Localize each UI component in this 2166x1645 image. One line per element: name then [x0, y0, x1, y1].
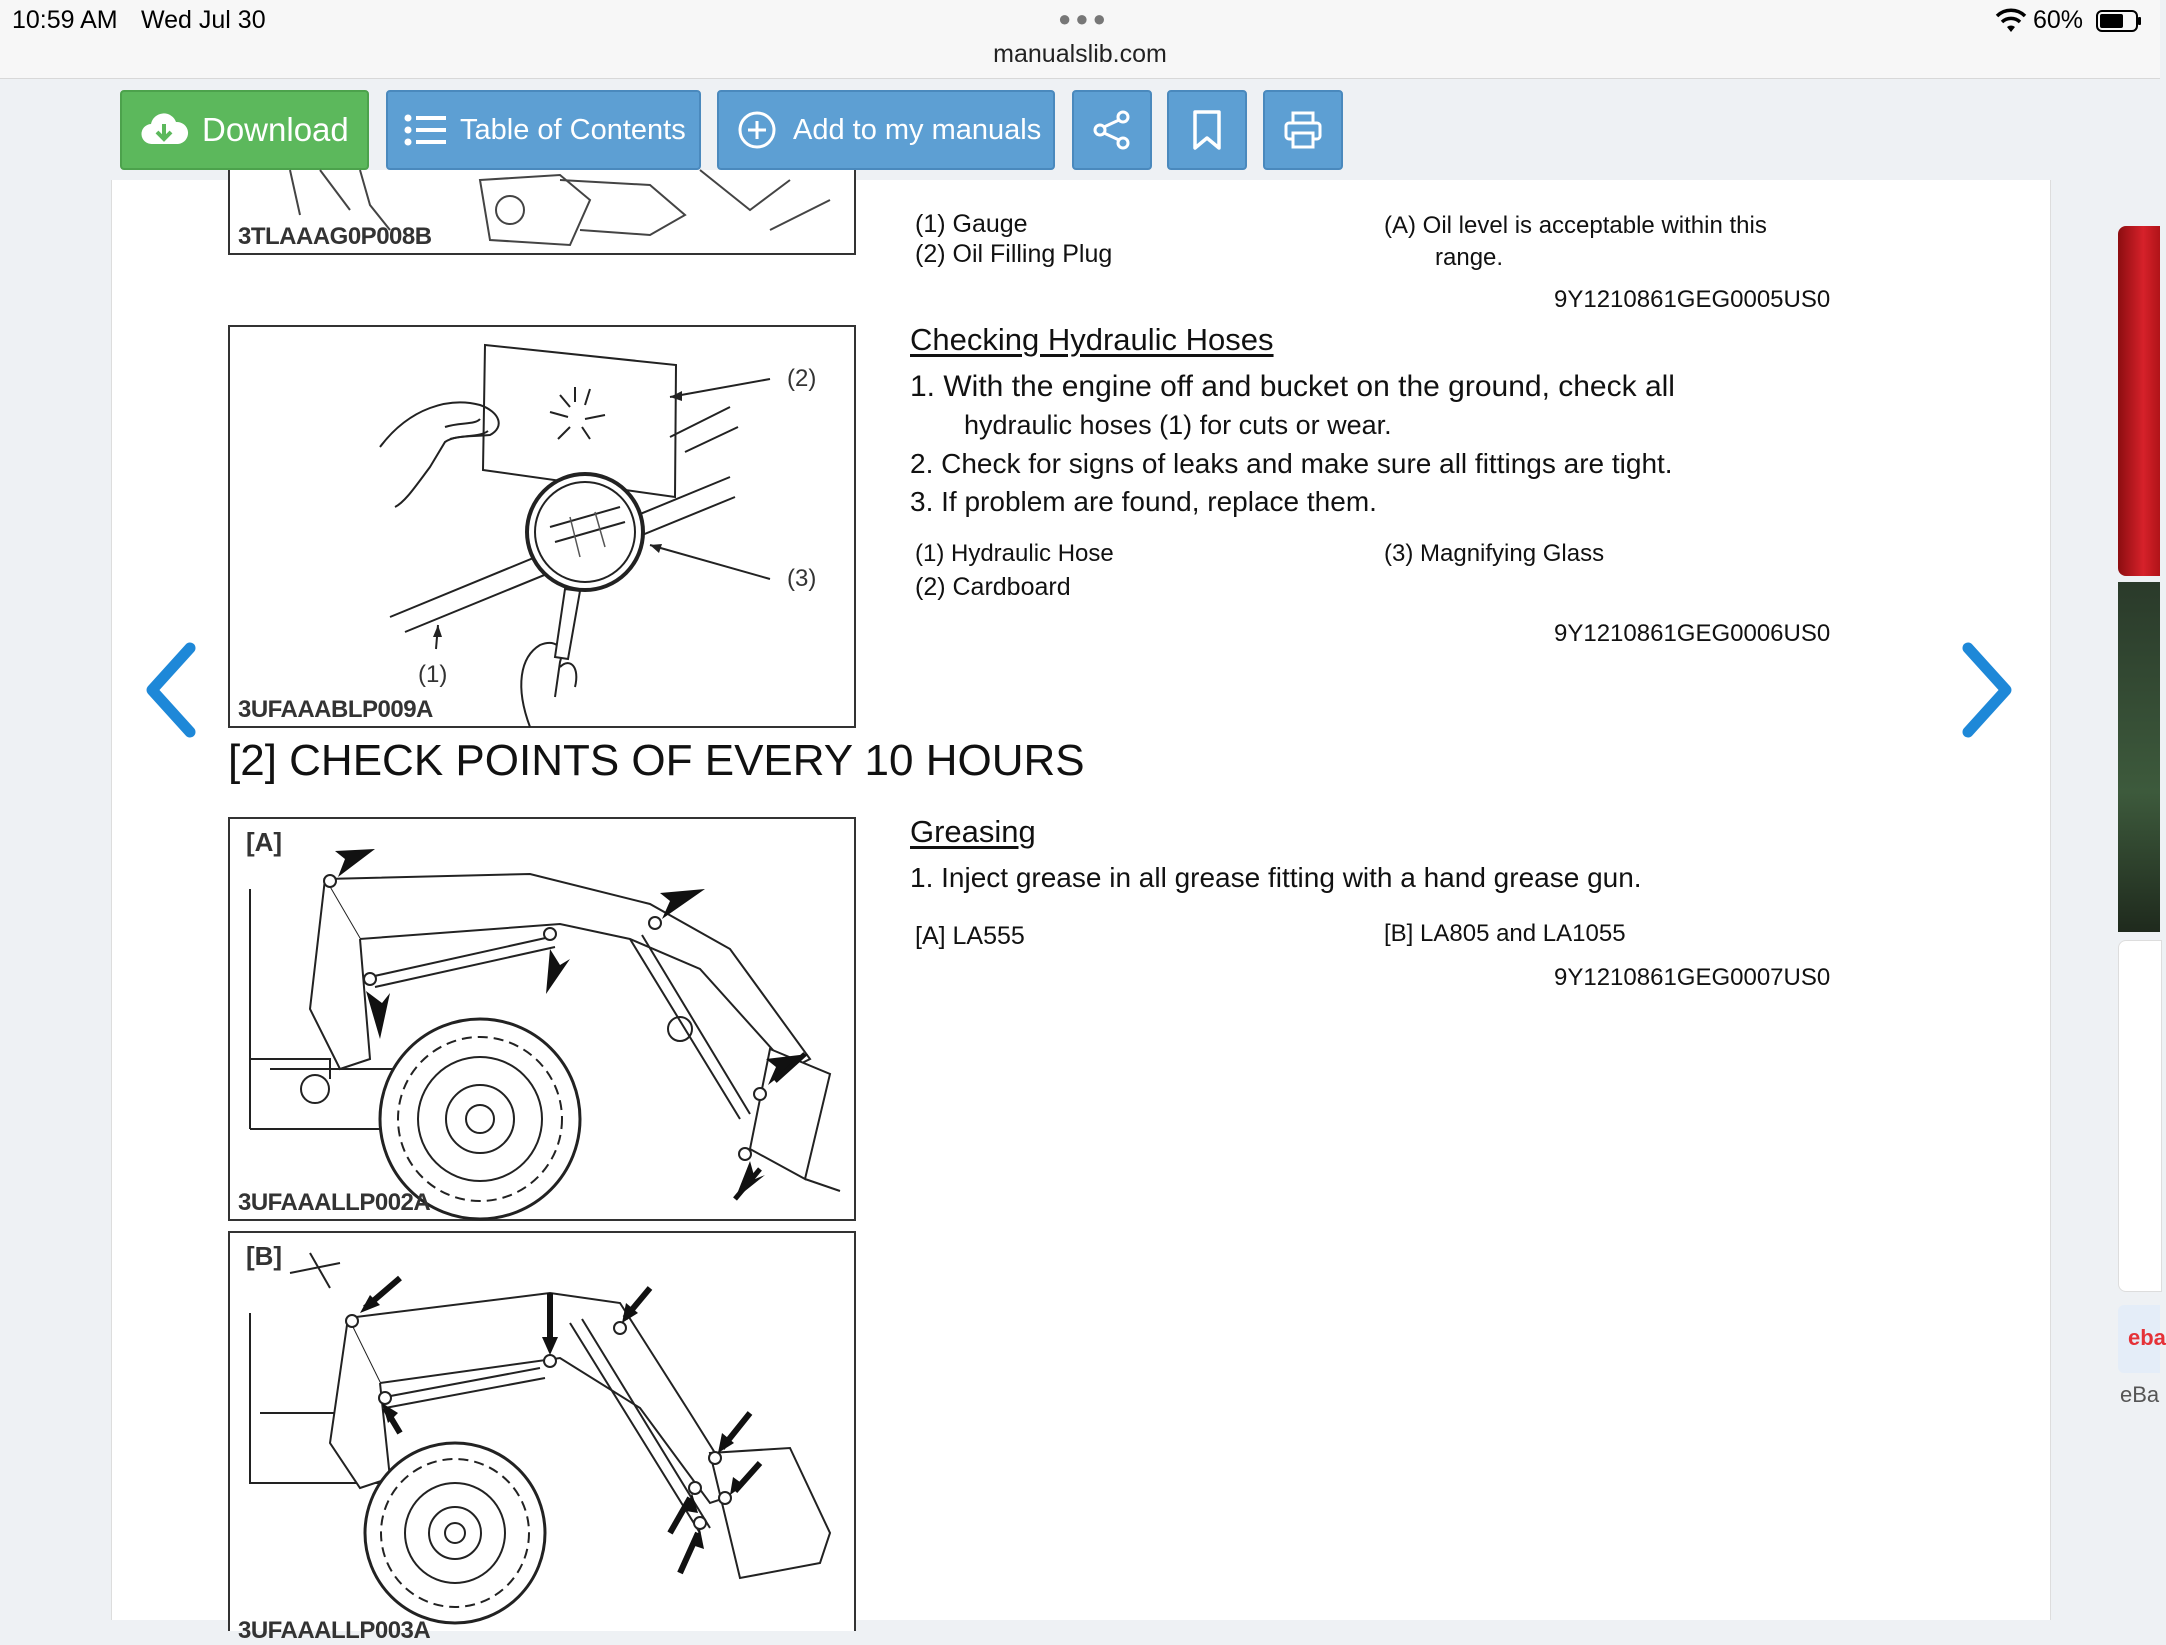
- ad-caption: eBa: [2120, 1382, 2160, 1407]
- ad-card[interactable]: [2118, 940, 2162, 1292]
- figure-label: [A]: [246, 827, 283, 857]
- callout-2: (2): [787, 365, 817, 392]
- printer-icon: [1283, 110, 1323, 150]
- status-bar: [0, 0, 2160, 79]
- ebay-logo: eba: [2128, 1325, 2166, 1350]
- figure-code: 3TLAAAG0P008B: [238, 223, 432, 250]
- callout-1: (1): [418, 661, 448, 688]
- hose-inspection-illustration: [230, 327, 858, 730]
- loader-a-illustration: [230, 819, 858, 1223]
- oil-note-a: (A) Oil level is acceptable within this: [1384, 212, 1767, 239]
- greasing-label-b: [B] LA805 and LA1055: [1384, 920, 1626, 947]
- hoses-legend-2: (2) Cardboard: [915, 573, 1071, 601]
- cloud-download-icon: [140, 112, 188, 148]
- loader-la555-figure: [228, 817, 856, 1221]
- add-label: Add to my manuals: [793, 113, 1042, 146]
- toc-label: Table of Contents: [460, 113, 686, 146]
- ad-image-red[interactable]: [2118, 226, 2160, 576]
- multitasking-dots-icon[interactable]: ●●●: [1058, 6, 1110, 31]
- greasing-doc-code: 9Y1210861GEG0007US0: [1554, 964, 1831, 991]
- url-bar[interactable]: manualslib.com: [993, 40, 1167, 68]
- battery-icon: [2096, 10, 2142, 32]
- status-time: 10:59 AM: [12, 6, 118, 34]
- plus-circle-icon: [737, 110, 777, 150]
- next-page-arrow-icon[interactable]: [1958, 640, 2018, 740]
- greasing-step-1: 1. Inject grease in all grease fitting with a hand grease gun.: [910, 862, 1642, 893]
- bookmark-icon: [1192, 109, 1222, 151]
- figure-code: 3UFAAALLP003A: [238, 1617, 431, 1644]
- section-title: [2] CHECK POINTS OF EVERY 10 HOURS: [228, 736, 1085, 785]
- hoses-doc-code: 9Y1210861GEG0006US0: [1554, 620, 1831, 647]
- share-icon: [1093, 110, 1131, 150]
- list-icon: [404, 113, 446, 147]
- status-date: Wed Jul 30: [141, 6, 266, 34]
- loader-la805-la1055-figure: [228, 1231, 856, 1644]
- figure-code: 3UFAAABLP009A: [238, 696, 433, 723]
- add-to-my-manuals-button[interactable]: [717, 90, 1055, 170]
- table-of-contents-button[interactable]: [386, 90, 701, 170]
- ad-image-green[interactable]: [2118, 582, 2160, 932]
- share-button[interactable]: [1072, 90, 1152, 170]
- hoses-legend-1: (1) Hydraulic Hose: [915, 540, 1114, 567]
- hoses-step-3: 3. If problem are found, replace them.: [910, 486, 1377, 517]
- print-button[interactable]: [1263, 90, 1343, 170]
- ad-logo-box[interactable]: [2118, 1305, 2166, 1373]
- oil-note-a-cont: range.: [1435, 244, 1504, 271]
- figure-label: [B]: [246, 1241, 283, 1271]
- loader-b-illustration: [230, 1233, 858, 1633]
- greasing-label-a: [A] LA555: [915, 922, 1025, 950]
- oil-doc-code: 9Y1210861GEG0005US0: [1554, 286, 1831, 313]
- oil-legend-1: (1) Gauge: [915, 210, 1028, 238]
- side-ad-strip[interactable]: [2112, 220, 2166, 1620]
- figure-code: 3UFAAALLP002A: [238, 1189, 431, 1216]
- hoses-step-1: 1. With the engine off and bucket on the ground, check all: [910, 370, 1675, 403]
- hoses-step-1-cont: hydraulic hoses (1) for cuts or wear.: [964, 410, 1392, 440]
- hydraulic-hose-figure: [228, 325, 856, 728]
- download-button[interactable]: [120, 90, 369, 170]
- hydraulic-hoses-heading: Checking Hydraulic Hoses: [910, 322, 1274, 357]
- greasing-heading: Greasing: [910, 814, 1036, 849]
- hoses-step-2: 2. Check for signs of leaks and make sure all fittings are tight.: [910, 448, 1673, 479]
- manual-page: [111, 180, 2051, 1644]
- download-label: Download: [202, 111, 349, 148]
- callout-3: (3): [787, 565, 817, 592]
- bookmark-button[interactable]: [1167, 90, 1247, 170]
- gauge-figure: [228, 170, 856, 255]
- previous-page-arrow-icon[interactable]: [140, 640, 200, 740]
- battery-percent: 60%: [2033, 6, 2084, 34]
- wifi-icon: [1996, 8, 2026, 34]
- hoses-legend-3: (3) Magnifying Glass: [1384, 540, 1605, 567]
- oil-legend-2: (2) Oil Filling Plug: [915, 240, 1113, 268]
